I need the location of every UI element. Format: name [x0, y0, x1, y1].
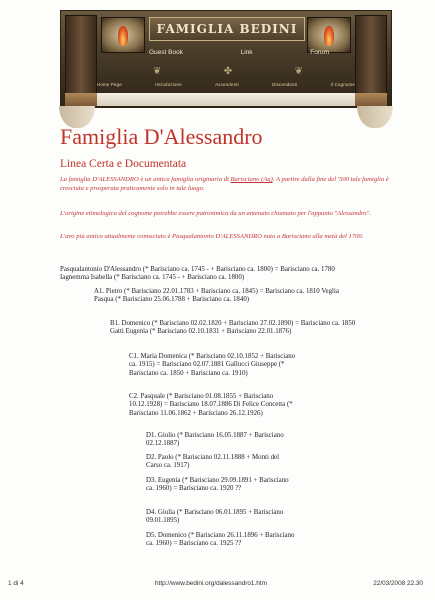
banner-curtain [97, 93, 355, 106]
tree-entry-d4: D4. Giulia (* Barisciano 06.01.1895 + Barisciano 09.01.1895) [146, 509, 284, 525]
banner-curtain-right [355, 93, 387, 106]
banner-drape-right [357, 106, 393, 128]
banner-post-left [65, 15, 97, 97]
nav-introduzione[interactable]: Introduzione [155, 82, 182, 87]
banner-ornaments [153, 66, 303, 78]
page-title: Famiglia D'Alessandro [60, 124, 263, 149]
nav-discendenti[interactable]: Discendenti [272, 82, 298, 87]
banner-nav [97, 82, 355, 92]
tree-entry-a1: A1. Pietro (* Barisciano 22.01.1783 + Barisciano ca. 1845) = Barisciano ca. 1810 Veglia Pasqua (* Barisciano 25.06.1788 + Barisciano ca. 1840) [94, 288, 339, 304]
torch-emblem-right-icon [307, 17, 351, 53]
link-link[interactable]: Link [240, 49, 253, 56]
page-subtitle: Linea Certa e Documentata [60, 158, 187, 170]
footer-datetime: 22/03/2008 22.30 [373, 580, 423, 587]
forum-link[interactable]: Forum [310, 49, 329, 56]
site-title: FAMIGLIA BEDINI [156, 22, 298, 36]
intro-paragraph-origin [60, 176, 390, 193]
intro-paragraph-etymology: L'origine etimologica del cognome potrebbe essere patronimica da un antenato chiamato per l'appunto "Alessandro". [60, 210, 372, 217]
intro-text: . A partire dalla fine del '500 tale famiglia è cresciuta e prosperata praticamente solo in tale luogo. [60, 176, 389, 192]
ornament-icon: ❦ [294, 66, 303, 77]
ornament-icon: ❦ [153, 66, 162, 77]
barisciano-link[interactable]: Barisciano (Aq) [230, 176, 273, 183]
footer-url: http://www.bedini.org/dalessandro1.htm [155, 580, 267, 587]
tree-entry-c2: C2. Pasquale (* Barisciano 01.08.1855 + Barisciano 10.12.1928) = Barisciano 18.07.1886 Di Felice Concetta (* Barisciano 11.06.1862 + Barisciano 26.12.1926) [129, 393, 293, 417]
nav-il-cognome[interactable]: Il Cognome [330, 82, 355, 87]
nav-home-page[interactable]: Home Page [97, 82, 122, 87]
tree-entry-d2: D2. Paolo (* Barisciano 02.11.1888 + Monti del Carso ca. 1917) [146, 454, 280, 470]
tree-entry-c1: C1. Maria Domenica (* Barisciano 02.10.1852 + Barisciano ca. 1915) = Barisciano 02.07.1881 Gallucci Giuseppe (* Barisciano ca. 1850 + Barisciano ca. 1910) [129, 353, 296, 377]
banner-curtain-left [65, 93, 97, 106]
intro-paragraph-ancestor: L'avo più antico attualmente conosciuto è Pasqualantonio D'ALESSANDRO nato a Barisciano alla metà del 1700. [60, 233, 364, 240]
tree-entry-d1: D1. Giulio (* Barisciano 16.05.1887 + Barisciano 02.12.1887) [146, 432, 284, 448]
ornament-icon: ✤ [223, 66, 233, 77]
torch-emblem-left-icon [101, 17, 145, 53]
banner-post-right [355, 15, 387, 97]
footer-page-number: 1 di 4 [8, 580, 24, 587]
site-banner [60, 10, 392, 108]
tree-entry-d5: D5. Domenico (* Barisciano 26.11.1896 + Barisciano ca. 1960) = Barisciano ca. 1925 ?? [146, 532, 295, 548]
banner-top-links [149, 49, 329, 63]
site-title-plate [149, 17, 305, 41]
tree-entry-b1: B1. Domenico (* Barisciano 02.02.1820 + Barisciano 27.02.1890) = Barisciano ca. 1850 Gatti Eugenia (* Barisciano 02.10.1831 + Barisciano 22.01.1876) [110, 320, 356, 336]
intro-text: La famiglia D'ALESSANDRO è un antica famiglia originaria di [60, 176, 231, 183]
guest-book-link[interactable]: Guest Book [149, 49, 183, 56]
nav-ascendenti[interactable]: Ascendenti [215, 82, 239, 87]
tree-entry-d3: D3. Eugenia (* Barisciano 29.09.1891 + Barisciano ca. 1960) = Barisciano ca. 1920 ?? [146, 477, 289, 493]
tree-entry-root: Pasqualantonio D'Alessandro (* Barisciano ca. 1745 - + Barisciano ca. 1800) = Barisciano ca. 1780 Iagnemma Isabella (* Barisciano ca. 1745 - + Barisciano ca. 1800) [60, 266, 335, 282]
